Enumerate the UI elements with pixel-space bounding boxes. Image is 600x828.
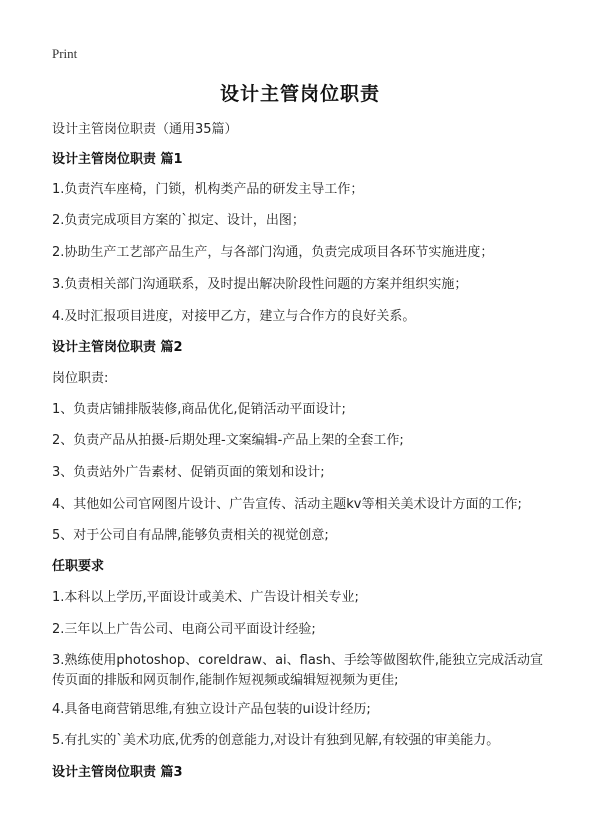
- section-heading: 设计主管岗位职责 篇2: [52, 340, 183, 355]
- list-item: 1.负责汽车座椅，门锁，机构类产品的研发主导工作；: [52, 182, 364, 197]
- list-item: 5.有扎实的`美术功底,优秀的创意能力,对设计有独到见解,有较强的审美能力。: [52, 733, 500, 748]
- list-item: 3、负责站外广告素材、促销页面的策划和设计;: [52, 465, 325, 480]
- list-item: 3.负责相关部门沟通联系，及时提出解决阶段性问题的方案并组织实施；: [52, 277, 468, 292]
- list-item: 4.及时汇报项目进度，对接甲乙方，建立与合作方的良好关系。: [52, 309, 416, 324]
- document-title: 设计主管岗位职责: [219, 83, 380, 105]
- list-item: 2.负责完成项目方案的`拟定、设计，出图；: [52, 213, 305, 228]
- list-item: 2、负责产品从拍摄-后期处理-文案编辑-产品上架的全套工作;: [52, 433, 404, 448]
- section-heading: 设计主管岗位职责 篇3: [52, 765, 183, 780]
- list-item: 1、负责店铺排版装修,商品优化,促销活动平面设计;: [52, 402, 346, 417]
- list-item: 2.三年以上广告公司、电商公司平面设计经验;: [52, 622, 316, 637]
- list-item: 2.协助生产工艺部产品生产，与各部门沟通，负责完成项目各环节实施进度；: [52, 245, 494, 260]
- subheading: 岗位职责:: [52, 371, 109, 386]
- requirements-heading: 任职要求: [52, 559, 105, 574]
- list-item: 3.熟练使用photoshop、coreldraw、ai、flash、手绘等做图软件,能独立完成活动宣传页面的排版和网页制作,能制作短视频或编辑短视频为更佳;: [52, 653, 543, 688]
- list-item: 4、其他如公司官网图片设计、广告宣传、活动主题kv等相关美术设计方面的工作;: [52, 497, 522, 512]
- print-label: Print: [52, 46, 78, 61]
- list-item: 5、对于公司自有品牌,能够负责相关的视觉创意;: [52, 528, 329, 543]
- list-item: 1.本科以上学历,平面设计或美术、广告设计相关专业;: [52, 590, 359, 605]
- section-heading: 设计主管岗位职责 篇1: [52, 152, 183, 167]
- intro-line: 设计主管岗位职责（通用35篇）: [52, 122, 238, 137]
- list-item: 4.具备电商营销思维,有独立设计产品包装的ui设计经历;: [52, 702, 371, 717]
